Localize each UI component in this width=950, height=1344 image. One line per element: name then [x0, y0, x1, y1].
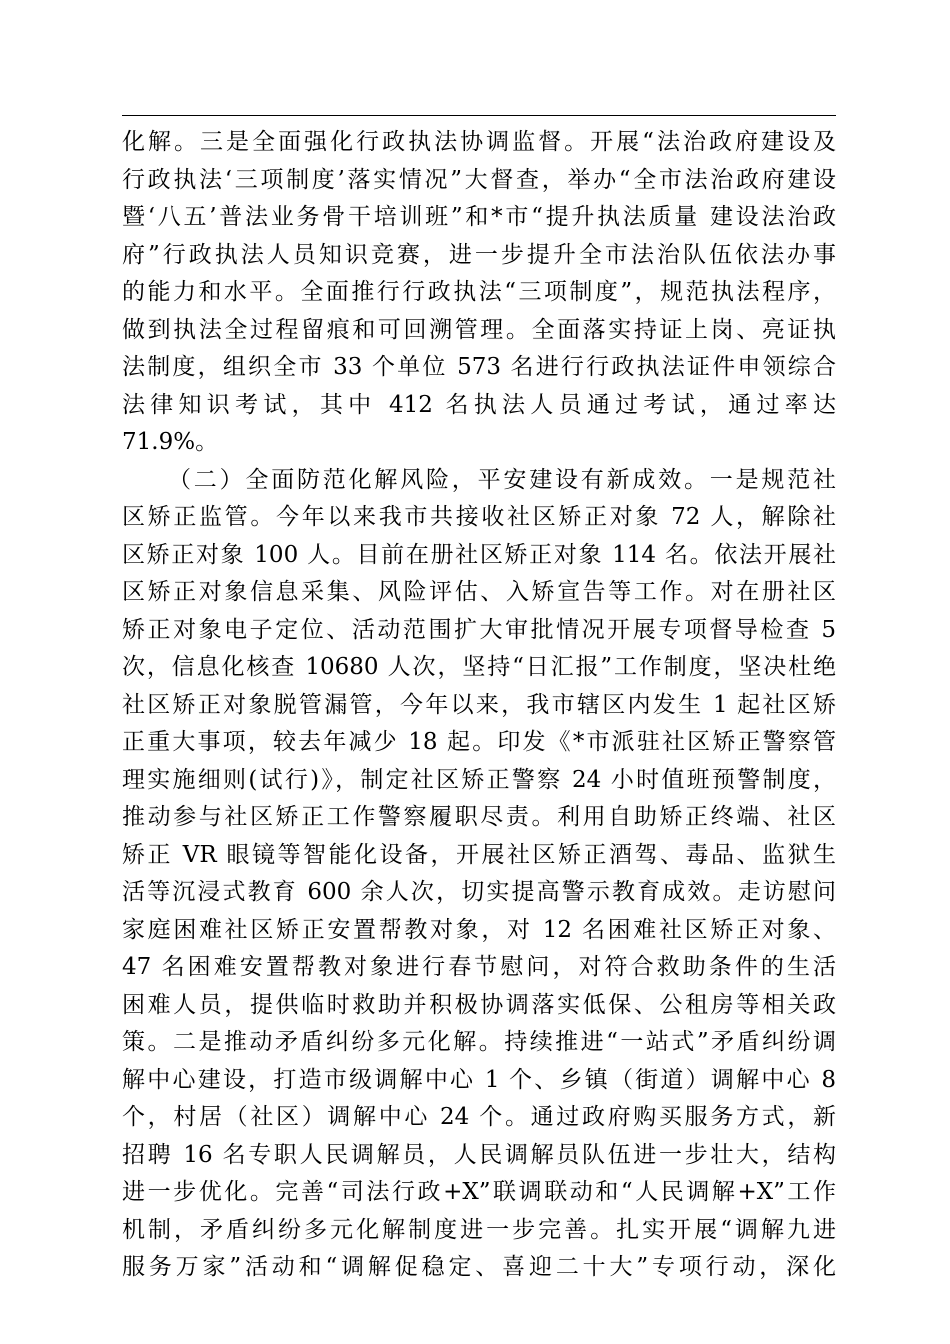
- text-line: 区矫正对象 100 人。目前在册社区矫正对象 114 名。依法开展社: [122, 541, 836, 568]
- section-heading-line: （二）全面防范化解风险，平安建设有新成效。一是规范社: [168, 466, 836, 493]
- text-line: 法律知识考试，其中 412 名执法人员通过考试，通过率达: [122, 391, 836, 418]
- text-line: 策。二是推动矛盾纠纷多元化解。持续推进“一站式”矛盾纠纷调: [122, 1029, 836, 1055]
- text-line: 区矫正对象信息采集、风险评估、入矫宣告等工作。对在册社区: [122, 579, 836, 605]
- text-line: 困难人员，提供临时救助并积极协调落实低保、公租房等相关政: [122, 991, 836, 1018]
- text-line: 个，村居（社区）调解中心 24 个。通过政府购买服务方式，新: [122, 1104, 836, 1130]
- text-line: 活等沉浸式教育 600 余人次，切实提高警示教育成效。走访慰问: [122, 879, 836, 905]
- text-line: 机制，矛盾纠纷多元化解制度进一步完善。扎实开展“调解九进: [122, 1216, 836, 1243]
- text-line: 推动参与社区矫正工作警察履职尽责。利用自助矫正终端、社区: [122, 804, 836, 830]
- text-line: 区矫正监管。今年以来我市共接收社区矫正对象 72 人，解除社: [122, 504, 836, 530]
- text-line: 暨‘八五’普法业务骨干培训班”和*市“提升执法质量 建设法治政: [122, 204, 836, 230]
- text-line: 71.9%。: [122, 429, 219, 455]
- text-line: 47 名困难安置帮教对象进行春节慰问，对符合救助条件的生活: [122, 954, 836, 980]
- text-line: 次，信息化核查 10680 人次，坚持“日汇报”工作制度，坚决杜绝: [122, 654, 836, 680]
- text-line: 做到执法全过程留痕和可回溯管理。全面落实持证上岗、亮证执: [122, 316, 836, 343]
- text-line: 家庭困难社区矫正安置帮教对象，对 12 名困难社区矫正对象、: [122, 916, 836, 943]
- text-line: 矫正 VR 眼镜等智能化设备，开展社区矫正酒驾、毒品、监狱生: [122, 841, 836, 868]
- text-line: 服务万家”活动和“调解促稳定、喜迎二十大”专项行动，深化: [122, 1254, 836, 1280]
- text-line: 正重大事项，较去年减少 18 起。印发《*市派驻社区矫正警察管: [122, 729, 836, 755]
- text-line: 矫正对象电子定位、活动范围扩大审批情况开展专项督导检查 5: [122, 616, 836, 643]
- text-line: 化解。三是全面强化行政执法协调监督。开展“法治政府建设及: [122, 129, 836, 155]
- header-rule: [122, 115, 836, 116]
- body-text: [122, 124, 836, 1287]
- text-line: 招聘 16 名专职人民调解员，人民调解员队伍进一步壮大，结构: [122, 1141, 836, 1168]
- text-line: 行政执法‘三项制度’落实情况”大督查，举办“全市法治政府建设: [122, 166, 836, 193]
- text-line: 法制度，组织全市 33 个单位 573 名进行行政执法证件申领综合: [122, 354, 836, 380]
- text-line: 理实施细则(试行)》，制定社区矫正警察 24 小时值班预警制度，: [122, 766, 836, 793]
- text-line: 解中心建设，打造市级调解中心 1 个、乡镇（街道）调解中心 8: [122, 1066, 836, 1093]
- text-line: 进一步优化。完善“司法行政+X”联调联动和“人民调解+X”工作: [122, 1179, 836, 1205]
- text-line: 的能力和水平。全面推行行政执法“三项制度”，规范执法程序，: [122, 279, 836, 305]
- text-line: 府”行政执法人员知识竞赛，进一步提升全市法治队伍依法办事: [122, 241, 836, 268]
- text-line: 社区矫正对象脱管漏管，今年以来，我市辖区内发生 1 起社区矫: [122, 691, 836, 718]
